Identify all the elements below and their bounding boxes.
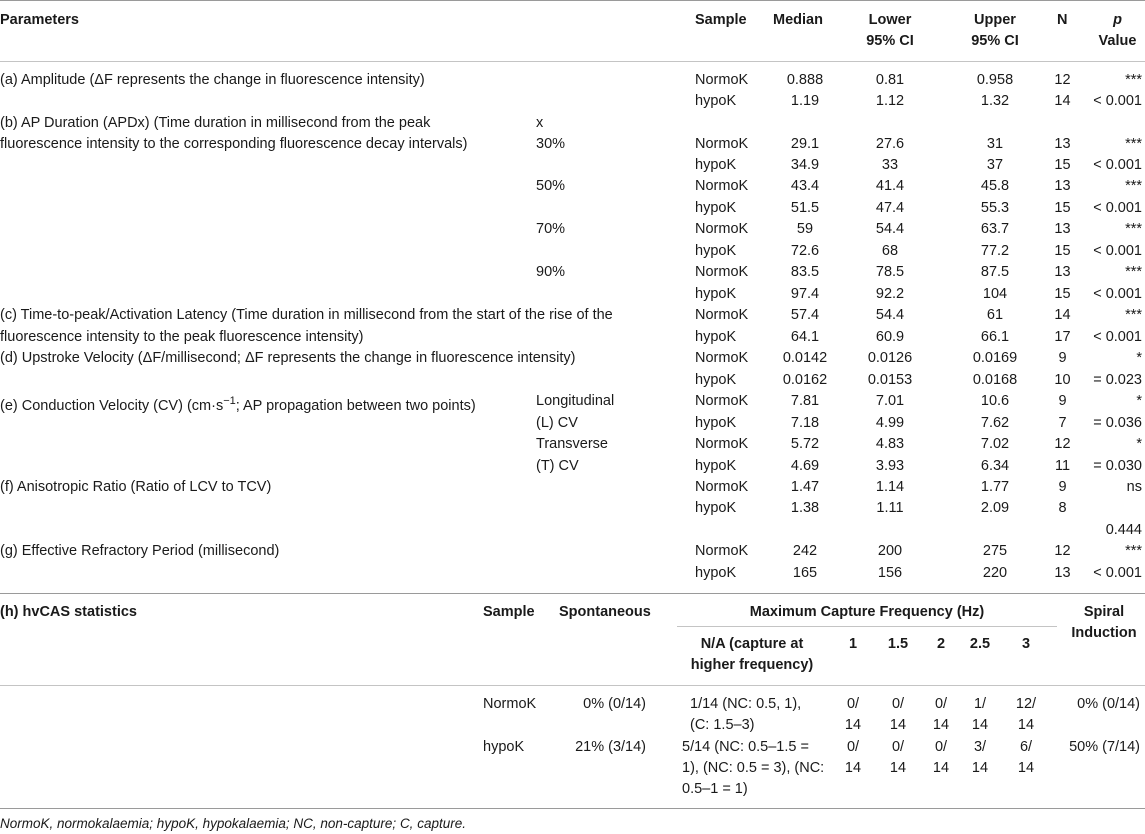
row-1-n: 14 [1054, 93, 1071, 109]
row-19-sample: hypoK [695, 500, 737, 516]
row-8-upper: 87.5 [980, 264, 1010, 280]
row-15-median: 7.18 [790, 415, 820, 431]
hvcas-header-freq-1-5: 1.5 [887, 636, 909, 652]
row-12-p-value: * [1136, 350, 1142, 366]
hvcas-hypo-na-3: 0.5–1 = 1) [682, 781, 748, 797]
row-8-p-value: *** [1125, 264, 1142, 280]
hvcas-hypo-f15-b: 14 [889, 760, 907, 776]
row-21-sample: NormoK [695, 543, 749, 559]
row-16-p-value: * [1136, 436, 1142, 452]
row-12-lower: 0.0126 [867, 350, 913, 366]
row-0-lower: 0.81 [875, 72, 905, 88]
row-13-n: 10 [1054, 372, 1071, 388]
row-2-p-value: *** [1125, 136, 1142, 152]
row-16-lower: 4.83 [875, 436, 905, 452]
hvcas-header-freq-3: 3 [1021, 636, 1031, 652]
hvcas-header-na-1: N/A (capture at [700, 636, 804, 652]
hvcas-hypo-f2-b: 14 [932, 760, 950, 776]
row-4-lower: 41.4 [875, 178, 905, 194]
hvcas-hypo-f1-b: 14 [844, 760, 862, 776]
hvcas-hypo-f15-a: 0/ [891, 739, 905, 755]
row-18-median: 1.47 [790, 479, 820, 495]
header-upper-2: 95% CI [971, 33, 1019, 49]
row-22-lower: 156 [877, 565, 903, 581]
row-11-upper: 66.1 [980, 329, 1010, 345]
row-9-median: 97.4 [790, 286, 820, 302]
row-4-p-value: *** [1125, 178, 1142, 194]
hvcas-header-na-2: higher frequency) [690, 657, 814, 673]
hvcas-normo-f25-a: 1/ [973, 696, 987, 712]
row-5-p-value: < 0.001 [1093, 200, 1142, 216]
row-10-n: 14 [1054, 307, 1071, 323]
row-7-lower: 68 [881, 243, 899, 259]
row-7-p-value: < 0.001 [1093, 243, 1142, 259]
row-19-median: 1.38 [790, 500, 820, 516]
hvcas-hypo-spiral: 50% (7/14) [1069, 739, 1140, 755]
header-n: N [1057, 12, 1068, 28]
hvcas-title: (h) hvCAS statistics [0, 604, 137, 620]
row-10-sample: NormoK [695, 307, 749, 323]
label-upstroke: (d) Upstroke Velocity (ΔF/millisecond; ΔF represents the change in fluorescence intensity) [0, 350, 576, 366]
row-14-upper: 10.6 [980, 393, 1010, 409]
row-22-p-value: < 0.001 [1093, 565, 1142, 581]
row-13-p-value: = 0.023 [1093, 372, 1142, 388]
row-21-n: 12 [1054, 543, 1071, 559]
row-18-p-value: ns [1126, 479, 1142, 495]
hvcas-normo-f3-b: 14 [1017, 717, 1035, 733]
row-15-lower: 4.99 [875, 415, 905, 431]
row-3-lower: 33 [881, 157, 899, 173]
row-10-upper: 61 [986, 307, 1004, 323]
row-1-p-value: < 0.001 [1093, 93, 1142, 109]
row-0-median: 0.888 [786, 72, 824, 88]
row-4-sample: NormoK [695, 178, 749, 194]
hvcas-header-divider [0, 685, 1145, 686]
row-7-n: 15 [1054, 243, 1071, 259]
row-21-upper: 275 [982, 543, 1008, 559]
row-9-lower: 92.2 [875, 286, 905, 302]
row-21-p-value: *** [1125, 543, 1142, 559]
row-16-median: 5.72 [790, 436, 820, 452]
row-18-n: 9 [1058, 479, 1067, 495]
row-3-upper: 37 [986, 157, 1004, 173]
row-10-lower: 54.4 [875, 307, 905, 323]
row-14-n: 9 [1058, 393, 1067, 409]
row-0-p-value: *** [1125, 72, 1142, 88]
label-anisotropic: (f) Anisotropic Ratio (Ratio of LCV to TCV) [0, 479, 272, 495]
row-12-sample: NormoK [695, 350, 749, 366]
label-amplitude: (a) Amplitude (ΔF represents the change in fluorescence intensity) [0, 72, 425, 88]
label-apd-1: (b) AP Duration (APDx) (Time duration in millisecond from the peak [0, 115, 431, 131]
row-14-p-value: * [1136, 393, 1142, 409]
row-4-median: 43.4 [790, 178, 820, 194]
row-17-median: 4.69 [790, 458, 820, 474]
row-11-p-value: < 0.001 [1093, 329, 1142, 345]
row-1-median: 1.19 [790, 93, 820, 109]
label-transverse-1: Transverse [536, 436, 608, 452]
row-18-upper: 1.77 [980, 479, 1010, 495]
row-12-n: 9 [1058, 350, 1067, 366]
row-1-lower: 1.12 [875, 93, 905, 109]
row-6-sample: NormoK [695, 221, 749, 237]
row-22-upper: 220 [982, 565, 1008, 581]
hvcas-header-spiral-1: Spiral [1083, 604, 1125, 620]
label-conduction [0, 391, 476, 417]
row-2-sample: NormoK [695, 136, 749, 152]
row-14-sample: NormoK [695, 393, 749, 409]
row-10-median: 57.4 [790, 307, 820, 323]
row-0-sample: NormoK [695, 72, 749, 88]
row-22-median: 165 [792, 565, 818, 581]
hvcas-hypo-f25-b: 14 [971, 760, 989, 776]
row-13-median: 0.0162 [782, 372, 828, 388]
header-lower-1: Lower [868, 12, 912, 28]
hvcas-hypo-f2-a: 0/ [934, 739, 948, 755]
row-9-upper: 104 [982, 286, 1008, 302]
row-8-median: 83.5 [790, 264, 820, 280]
label-erp: (g) Effective Refractory Period (millisecond) [0, 543, 280, 559]
row-0-upper: 0.958 [976, 72, 1014, 88]
row-3-n: 15 [1054, 157, 1071, 173]
row-13-lower: 0.0153 [867, 372, 913, 388]
row-3-sample: hypoK [695, 157, 737, 173]
row-19-lower: 1.11 [876, 500, 904, 516]
row-11-lower: 60.9 [875, 329, 905, 345]
hvcas-hypo-na-2: 1), (NC: 0.5 = 3), (NC: [682, 760, 825, 776]
row-4-n: 13 [1054, 178, 1071, 194]
row-3-p-value: < 0.001 [1093, 157, 1142, 173]
row-3-median: 34.9 [790, 157, 820, 173]
row-10-p-value: *** [1125, 307, 1142, 323]
row-17-p-value: = 0.030 [1093, 458, 1142, 474]
row-6-p-value: *** [1125, 221, 1142, 237]
row-13-upper: 0.0168 [972, 372, 1018, 388]
row-12-median: 0.0142 [782, 350, 828, 366]
hvcas-normo-f15-a: 0/ [891, 696, 905, 712]
hvcas-hypo-f3-a: 6/ [1019, 739, 1033, 755]
row-8-n: 13 [1054, 264, 1071, 280]
header-lower-2: 95% CI [866, 33, 914, 49]
hvcas-normo-f2-a: 0/ [934, 696, 948, 712]
header-sample: Sample [695, 12, 747, 28]
row-15-p-value: = 0.036 [1093, 415, 1142, 431]
row-19-n: 8 [1058, 500, 1067, 516]
row-7-sample: hypoK [695, 243, 737, 259]
hvcas-normo-f3-a: 12/ [1015, 696, 1037, 712]
row-17-sample: hypoK [695, 458, 737, 474]
hvcas-header-spiral-2: Induction [1071, 625, 1137, 641]
label-time-to-peak-2: fluorescence intensity to the peak fluorescence intensity) [0, 329, 364, 345]
hvcas-hypo-sample: hypoK [483, 739, 525, 755]
row-5-sample: hypoK [695, 200, 737, 216]
row-16-n: 12 [1054, 436, 1071, 452]
row-17-upper: 6.34 [980, 458, 1010, 474]
label-longitudinal-1: Longitudinal [536, 393, 615, 409]
row-12-upper: 0.0169 [972, 350, 1018, 366]
row-21-lower: 200 [877, 543, 903, 559]
row-2-n: 13 [1054, 136, 1071, 152]
row-9-sample: hypoK [695, 286, 737, 302]
row-5-upper: 55.3 [980, 200, 1010, 216]
table1-bottom-border [0, 593, 1145, 594]
row-9-p-value: < 0.001 [1093, 286, 1142, 302]
row-5-median: 51.5 [790, 200, 820, 216]
hvcas-normo-f25-b: 14 [971, 717, 989, 733]
row-13-sample: hypoK [695, 372, 737, 388]
row-18-sample: NormoK [695, 479, 749, 495]
row-7-median: 72.6 [790, 243, 820, 259]
hvcas-normo-f1-a: 0/ [846, 696, 860, 712]
hvcas-hypo-spont: 21% (3/14) [575, 739, 646, 755]
row-11-median: 64.1 [790, 329, 820, 345]
row-21-median: 242 [792, 543, 818, 559]
hvcas-hypo-f1-a: 0/ [846, 739, 860, 755]
row-1-sample: hypoK [695, 93, 737, 109]
row-15-upper: 7.62 [980, 415, 1010, 431]
row-22-n: 13 [1054, 565, 1071, 581]
row-8-lower: 78.5 [875, 264, 905, 280]
row-14-median: 7.81 [790, 393, 820, 409]
row-19-upper: 2.09 [980, 500, 1010, 516]
row-15-n: 7 [1058, 415, 1067, 431]
hvcas-hypo-na-1: 5/14 (NC: 0.5–1.5 = [682, 739, 809, 755]
header-divider [0, 61, 1145, 62]
row-5-n: 15 [1054, 200, 1071, 216]
row-6-upper: 63.7 [980, 221, 1010, 237]
hvcas-normo-spont: 0% (0/14) [583, 696, 646, 712]
row-4-upper: 45.8 [980, 178, 1010, 194]
label-apd-30: 30% [536, 136, 566, 152]
label-apd-x: x [536, 115, 544, 131]
row-11-sample: hypoK [695, 329, 737, 345]
label-conduction-text: (e) Conduction Velocity (CV) (cm·s [0, 397, 224, 414]
hvcas-normo-na-2: (C: 1.5–3) [690, 717, 755, 733]
row-22-sample: hypoK [695, 565, 737, 581]
row-2-median: 29.1 [790, 136, 820, 152]
row-16-sample: NormoK [695, 436, 749, 452]
row-1-upper: 1.32 [980, 93, 1010, 109]
hvcas-mcf-underline [677, 626, 1057, 627]
row-6-median: 59 [796, 221, 814, 237]
row-20-p-value: 0.444 [1105, 522, 1142, 538]
hvcas-header-mcf: Maximum Capture Frequency (Hz) [749, 604, 985, 620]
header-p-2: Value [1098, 33, 1137, 49]
label-apd-50: 50% [536, 178, 566, 194]
label-apd-90: 90% [536, 264, 566, 280]
row-2-lower: 27.6 [875, 136, 905, 152]
hvcas-normo-sample: NormoK [483, 696, 537, 712]
label-apd-70: 70% [536, 221, 566, 237]
label-apd-2: fluorescence intensity to the corresponding fluorescence decay intervals) [0, 136, 468, 152]
label-time-to-peak-1: (c) Time-to-peak/Activation Latency (Time duration in millisecond from the start of the rise of the [0, 307, 613, 323]
hvcas-normo-f2-b: 14 [932, 717, 950, 733]
row-0-n: 12 [1054, 72, 1071, 88]
row-9-n: 15 [1054, 286, 1071, 302]
hvcas-normo-na-1: 1/14 (NC: 0.5, 1), [690, 696, 802, 712]
row-16-upper: 7.02 [980, 436, 1010, 452]
header-median: Median [773, 12, 823, 28]
hvcas-normo-spiral: 0% (0/14) [1077, 696, 1140, 712]
row-2-upper: 31 [986, 136, 1004, 152]
row-18-lower: 1.14 [875, 479, 905, 495]
row-8-sample: NormoK [695, 264, 749, 280]
hvcas-hypo-f3-b: 14 [1017, 760, 1035, 776]
label-longitudinal-2: (L) CV [536, 415, 578, 431]
hvcas-header-freq-2-5: 2.5 [969, 636, 991, 652]
hvcas-normo-f1-b: 14 [844, 717, 862, 733]
hvcas-header-freq-2: 2 [936, 636, 946, 652]
header-upper-1: Upper [974, 12, 1016, 28]
hvcas-header-spontaneous: Spontaneous [559, 604, 651, 620]
hvcas-normo-f15-b: 14 [889, 717, 907, 733]
row-17-lower: 3.93 [875, 458, 905, 474]
row-11-n: 17 [1054, 329, 1071, 345]
row-14-lower: 7.01 [875, 393, 905, 409]
top-border [0, 0, 1145, 1]
row-6-n: 13 [1054, 221, 1071, 237]
header-parameters: Parameters [0, 12, 79, 28]
footnote: NormoK, normokalaemia; hypoK, hypokalaemia; NC, non-capture; C, capture. [0, 816, 466, 831]
row-17-n: 11 [1054, 458, 1071, 474]
row-15-sample: hypoK [695, 415, 737, 431]
label-conduction-sup: −1 [223, 395, 236, 407]
table2-bottom-border [0, 808, 1145, 809]
hvcas-hypo-f25-a: 3/ [973, 739, 987, 755]
row-7-upper: 77.2 [980, 243, 1010, 259]
row-6-lower: 54.4 [875, 221, 905, 237]
row-5-lower: 47.4 [875, 200, 905, 216]
hvcas-header-freq-1: 1 [848, 636, 858, 652]
header-p-1: p [1113, 12, 1122, 28]
label-conduction-post: ; AP propagation between two points) [235, 397, 476, 414]
label-transverse-2: (T) CV [536, 458, 579, 474]
hvcas-header-sample: Sample [483, 604, 535, 620]
